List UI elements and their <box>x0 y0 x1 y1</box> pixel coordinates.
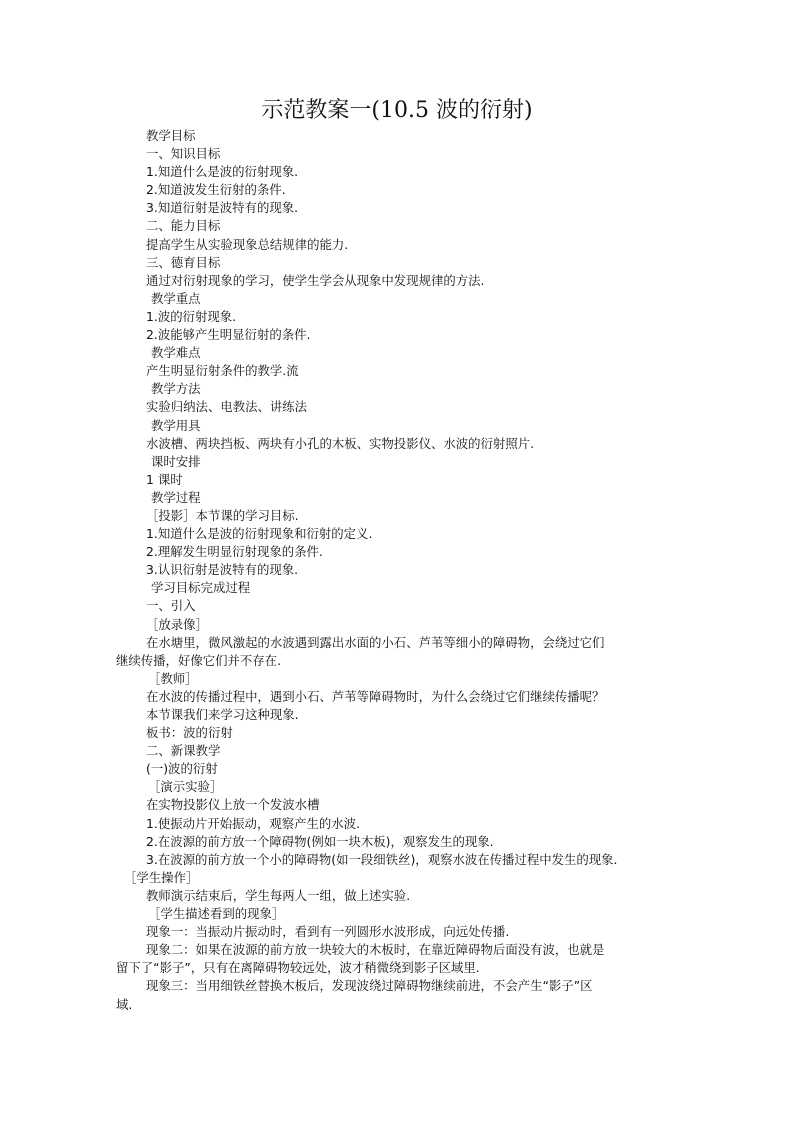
section-heading: 教学方法 <box>151 381 201 397</box>
list-item: 2.波能够产生明显衍射的条件. <box>146 327 311 343</box>
list-item: 1.使振动片开始振动，观察产生的水波. <box>146 815 361 831</box>
list-item: 2.在波源的前方放一个障碍物(例如一块木板)，观察发生的现象. <box>146 833 494 849</box>
list-item: 3.认识衍射是波特有的现象. <box>146 562 299 578</box>
stage-direction: ［教师］ <box>148 670 198 686</box>
stage-direction: ［演示实验］ <box>148 779 223 795</box>
paragraph: 继续传播，好像它们并不存在. <box>116 652 282 668</box>
list-item: 2.知道波发生衍射的条件. <box>146 182 286 198</box>
stage-direction: ［放录像］ <box>146 616 208 632</box>
section-heading: 课时安排 <box>151 453 201 469</box>
paragraph: 现象一：当振动片振动时，看到有一列圆形水波形成，向远处传播. <box>146 924 510 940</box>
document-title: 示范教案一(10.5 波的衍射) <box>261 98 533 123</box>
paragraph: 现象三：当用细铁丝替换木板后，发现波绕过障碍物继续前进，不会产生“影子”区 <box>146 978 593 994</box>
section-heading: 学习目标完成过程 <box>151 580 251 596</box>
list-item: 3.知道衍射是波特有的现象. <box>146 200 299 216</box>
list-item: 3.在波源的前方放一个小的障碍物(如一段细铁丝)，观察水波在传播过程中发生的现象. <box>146 851 618 867</box>
paragraph: 水波槽、两块挡板、两块有小孔的木板、实物投影仪、水波的衍射照片. <box>146 435 535 451</box>
paragraph: 留下了“影子”，只有在离障碍物较远处，波才稍微绕到影子区域里. <box>116 960 480 976</box>
paragraph: 1 课时 <box>146 471 183 487</box>
list-item: 2.理解发生明显衍射现象的条件. <box>146 544 323 560</box>
subsection-heading: 一、知识目标 <box>146 146 221 162</box>
list-item: 1.波的衍射现象. <box>146 308 237 324</box>
section-heading: 教学过程 <box>151 489 201 505</box>
paragraph: ［投影］本节课的学习目标. <box>146 507 299 523</box>
paragraph: 本节课我们来学习这种现象. <box>146 707 299 722</box>
paragraph: 产生明显衍射条件的教学.流 <box>146 363 299 379</box>
section-heading: 教学目标 <box>146 128 196 143</box>
list-item: 1.知道什么是波的衍射现象. <box>146 164 299 180</box>
paragraph: 在实物投影仪上放一个发波水槽 <box>146 797 320 813</box>
stage-direction: ［学生描述看到的现象］ <box>148 906 285 922</box>
subsection-heading: 三、德育目标 <box>146 254 221 270</box>
section-heading: 教学用具 <box>151 417 201 433</box>
paragraph: 现象二：如果在波源的前方放一块较大的木板时，在靠近障碍物后面没有波，也就是 <box>146 942 605 958</box>
paragraph: 在水塘里，微风激起的水波遇到露出水面的小石、芦苇等细小的障碍物，会绕过它们 <box>146 634 605 650</box>
subsection-heading: 二、能力目标 <box>146 218 221 234</box>
section-heading: 教学重点 <box>151 290 201 306</box>
paragraph: 在水波的传播过程中，遇到小石、芦苇等障碍物时，为什么会绕过它们继续传播呢？ <box>146 688 605 704</box>
subsection-heading: 一、引入 <box>146 598 196 614</box>
document-body <box>116 127 680 1014</box>
paragraph: 实验归纳法、电教法、讲练法 <box>146 399 308 415</box>
section-heading: 教学难点 <box>151 345 201 361</box>
paragraph: 教师演示结束后，学生每两人一组，做上述实验. <box>146 887 411 903</box>
paragraph: 域. <box>116 996 133 1012</box>
paragraph: 通过对衍射现象的学习，使学生学会从现象中发现规律的方法. <box>146 272 485 288</box>
paragraph: 提高学生从实验现象总结规律的能力. <box>146 236 349 252</box>
paragraph: 板书：波的衍射 <box>146 725 233 741</box>
subsection-heading: 二、新课教学 <box>146 743 221 759</box>
stage-direction: ［学生操作］ <box>124 869 199 885</box>
list-item: 1.知道什么是波的衍射现象和衍射的定义. <box>146 526 373 542</box>
subsection-heading: (一)波的衍射 <box>146 761 218 777</box>
